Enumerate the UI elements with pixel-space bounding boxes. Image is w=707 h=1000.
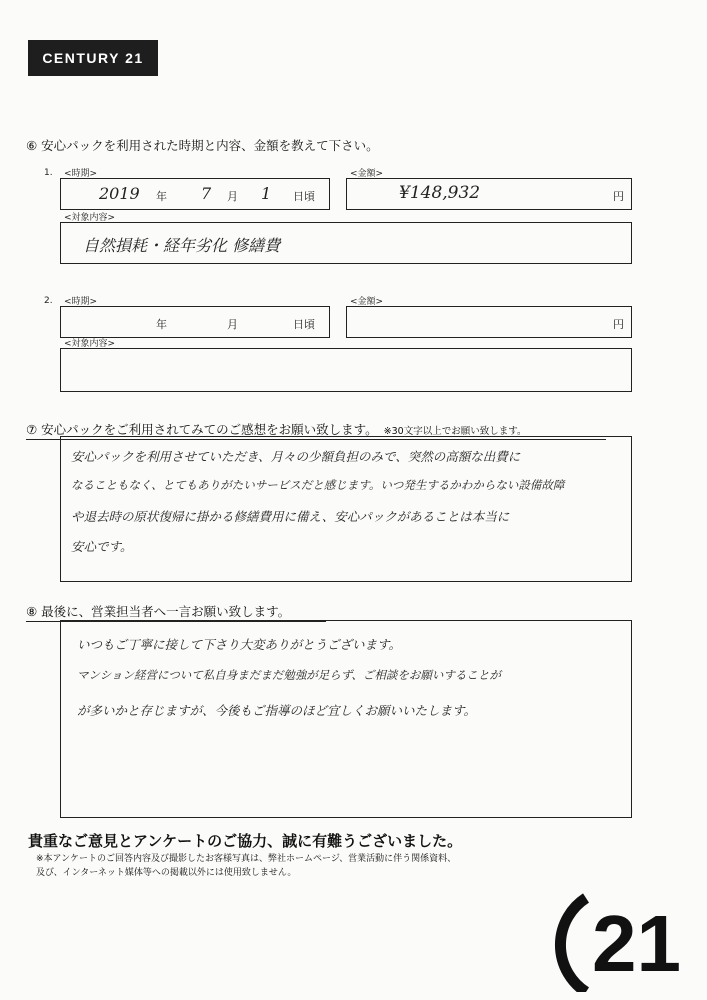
entry1-content-box[interactable] bbox=[60, 222, 632, 264]
q8-answer-box[interactable] bbox=[60, 620, 632, 818]
disclaimer-line-1: ※本アンケートのご回答内容及び撮影したお客様写真は、弊社ホームページ、営業活動に伴う関係資料、 bbox=[36, 854, 457, 864]
century21-mark bbox=[548, 892, 681, 992]
entry1-period-label: <時期> bbox=[64, 169, 98, 179]
q8-line-2: マンション経営について私自身まだまだ勉強が足らず、ご相談をお願いすることが bbox=[77, 668, 501, 682]
entry2-amount-unit: 円 bbox=[613, 318, 624, 331]
q7-answer-box[interactable] bbox=[60, 436, 632, 582]
entry2-period-box[interactable] bbox=[60, 306, 330, 338]
q8-line-1: いつもご丁寧に接して下さり大変ありがとうございます。 bbox=[77, 637, 402, 652]
q7-title: ⑦ 安心パックをご利用されてみてのご感想をお願い致します。 bbox=[26, 422, 378, 437]
entry2-number: 2. bbox=[44, 296, 53, 306]
entry2-amount-label: <金額> bbox=[350, 297, 384, 307]
entry1-period-box[interactable] bbox=[60, 178, 330, 210]
entry1-amount-box[interactable] bbox=[346, 178, 632, 210]
entry1-number: 1. bbox=[44, 168, 53, 178]
entry2-period-label: <時期> bbox=[64, 297, 98, 307]
entry1-day-unit: 日頃 bbox=[293, 190, 315, 203]
q8-title: ⑧ 最後に、営業担当者へ一言お願い致します。 bbox=[26, 602, 326, 622]
century21-logo bbox=[28, 40, 158, 76]
entry1-amount: ¥148,932 bbox=[399, 183, 481, 203]
q7-line-2: なることもなく、とてもありがたいサービスだと感じます。いつ発生するかわからない設備故障 bbox=[71, 478, 565, 492]
entry1-year-unit: 年 bbox=[156, 190, 167, 203]
brand-name: CENTURY 21 bbox=[42, 50, 144, 66]
entry2-year-unit: 年 bbox=[156, 318, 167, 331]
entry1-year: 2019 bbox=[99, 184, 140, 203]
entry2-amount-box[interactable] bbox=[346, 306, 632, 338]
disclaimer-line-2: 及び、インターネット媒体等への掲載以外には使用致しません。 bbox=[36, 868, 297, 878]
entry2-content-label: <対象内容> bbox=[64, 339, 116, 349]
entry1-amount-unit: 円 bbox=[613, 190, 624, 203]
q8-line-3: が多いかと存じますが、今後もご指導のほど宜しくお願いいたします。 bbox=[77, 703, 477, 718]
entry1-month: 7 bbox=[201, 184, 212, 203]
entry1-day: 1 bbox=[261, 184, 272, 203]
q7-line-3: や退去時の原状復帰に掛かる修繕費用に備え、安心パックがあることは本当に bbox=[71, 509, 510, 524]
q7-line-1: 安心パックを利用させていただき、月々の少額負担のみで、突然の高額な出費に bbox=[71, 449, 521, 464]
mark-number: 21 bbox=[592, 899, 681, 988]
entry1-month-unit: 月 bbox=[227, 190, 238, 203]
q6-title: ⑥ 安心パックを利用された時期と内容、金額を教えて下さい。 bbox=[26, 138, 379, 153]
entry2-day-unit: 日頃 bbox=[293, 318, 315, 331]
entry1-content-label: <対象内容> bbox=[64, 213, 116, 223]
entry1-content: 自然損耗・経年劣化 修繕費 bbox=[83, 236, 281, 255]
thanks-message: 貴重なご意見とアンケートのご協力、誠に有難うございました。 bbox=[28, 832, 463, 850]
q7-line-4: 安心です。 bbox=[71, 539, 133, 554]
entry1-amount-label: <金額> bbox=[350, 169, 384, 179]
entry2-month-unit: 月 bbox=[227, 318, 238, 331]
q7-note: ※30文字以上でお願い致します。 bbox=[383, 426, 527, 437]
entry2-content-box[interactable] bbox=[60, 348, 632, 392]
